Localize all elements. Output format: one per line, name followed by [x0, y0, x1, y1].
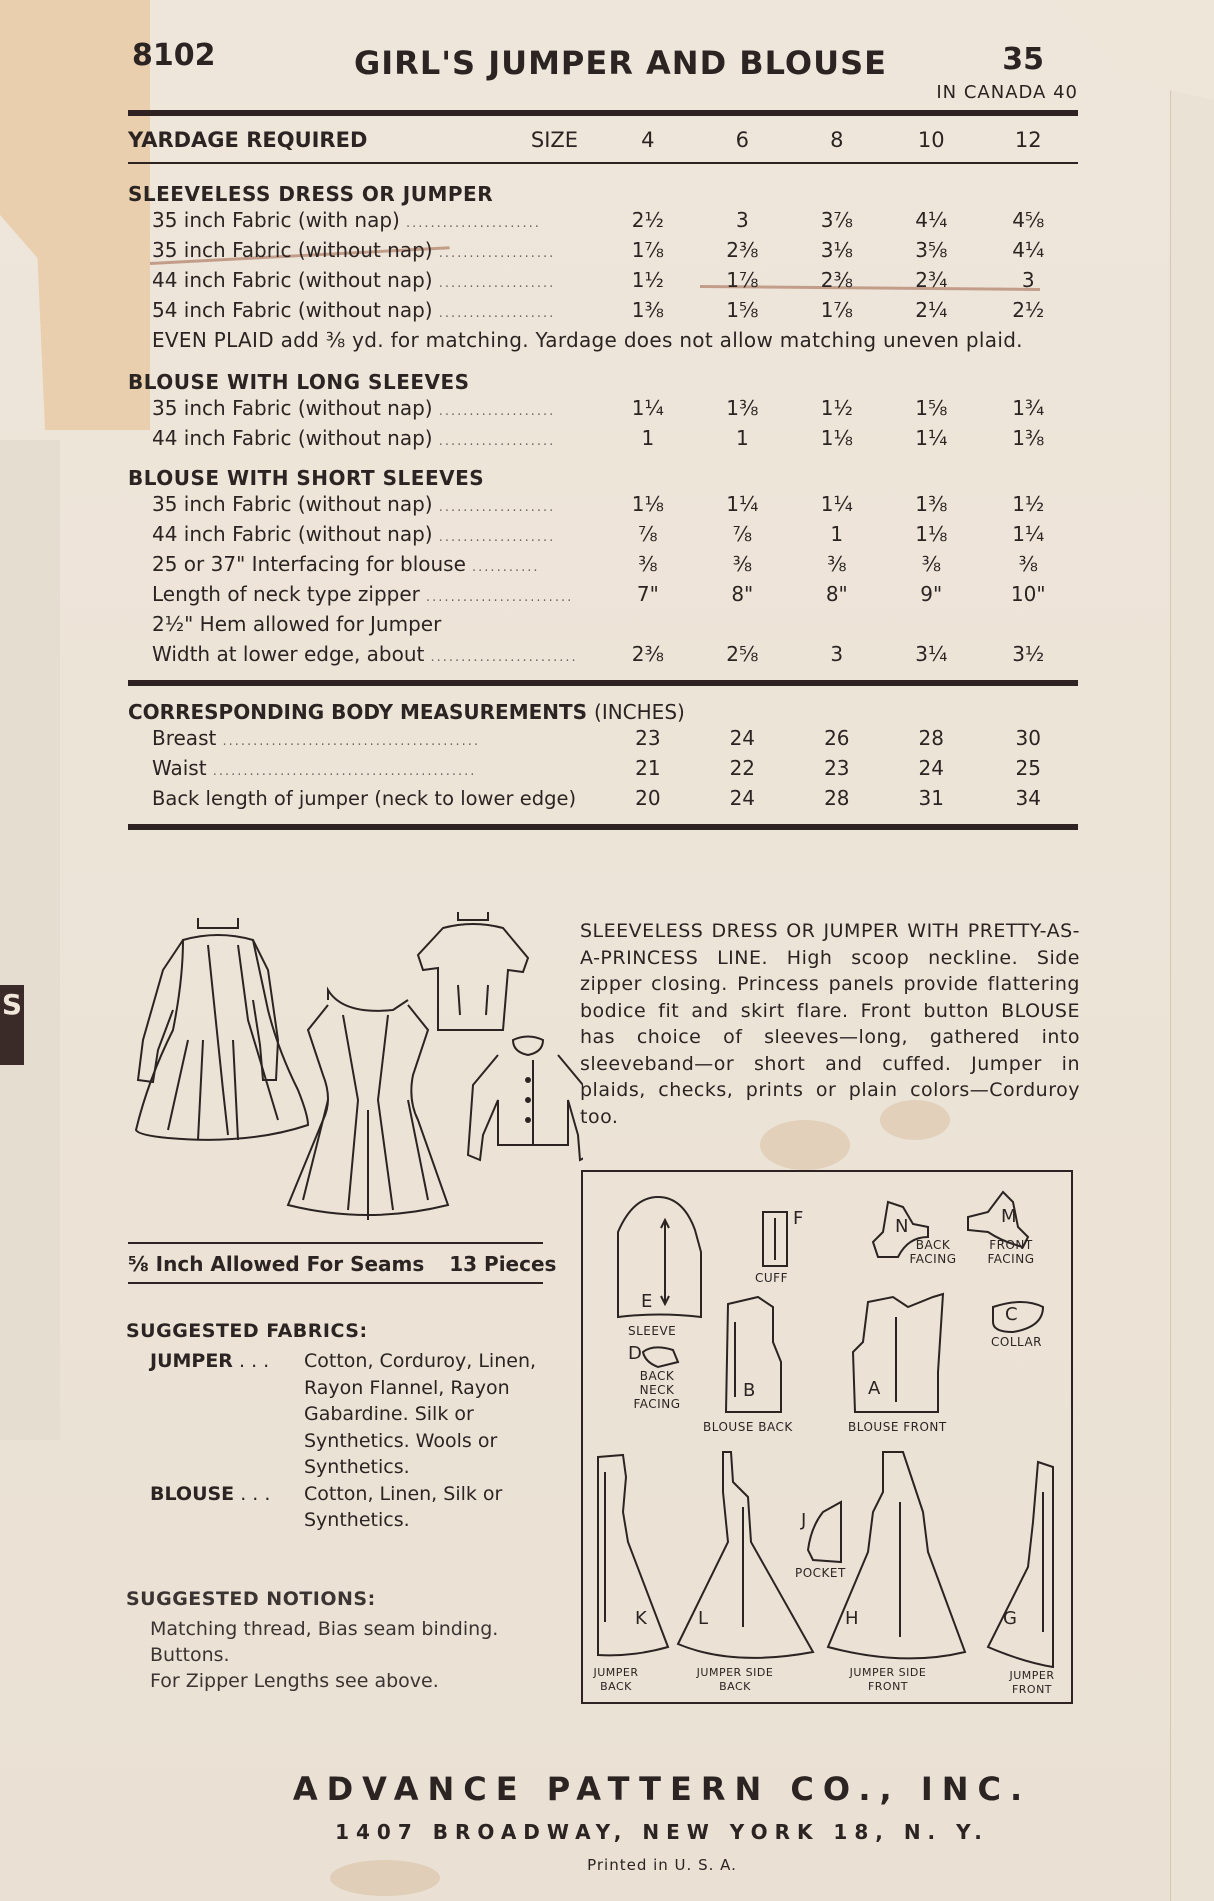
paper-edge — [0, 440, 60, 1440]
company-address: 1407 BROADWAY, NEW YORK 18, N. Y. — [335, 1820, 989, 1844]
section-title: BLOUSE WITH LONG SLEEVES — [128, 370, 470, 394]
table-row: 35 inch Fabric (with nap) ...................... 2½ 3 3⅞ 4¼ 4⅝ — [128, 208, 1078, 238]
cell: 3½ — [1012, 642, 1045, 666]
cell: 2⅜ — [726, 238, 759, 262]
measurements-title — [128, 686, 1078, 726]
row-label: 25 or 37" Interfacing for blouse — [152, 552, 466, 576]
cell: 1 — [641, 426, 655, 450]
cell: 1⅝ — [915, 396, 948, 420]
fabric-list: Cotton, Linen, Silk or Synthetics. — [304, 1482, 503, 1531]
piece-name: FRONT FACING — [987, 1238, 1035, 1266]
cell: 1 — [830, 522, 844, 546]
company-name: ADVANCE PATTERN CO., INC. — [292, 1770, 1032, 1808]
jumper-with-long-sleeve-blouse-illustration — [136, 918, 308, 1140]
row-label: 35 inch Fabric (without nap) — [152, 238, 433, 262]
piece-letter: M — [1001, 1206, 1018, 1227]
piece-letter: L — [698, 1608, 709, 1629]
pattern-number: 8102 — [132, 38, 216, 73]
table-row — [128, 786, 1078, 816]
measurements-heading: CORRESPONDING BODY MEASUREMENTS — [128, 700, 588, 724]
size-10: 10 — [917, 128, 945, 152]
cell: 31 — [918, 786, 944, 810]
piece-name: BLOUSE BACK — [703, 1420, 793, 1434]
section-title: SLEEVELESS DRESS OR JUMPER — [128, 182, 494, 206]
side-tab-marking: S — [0, 985, 24, 1065]
cell: 3 — [735, 208, 749, 232]
section-title: BLOUSE WITH SHORT SLEEVES — [128, 466, 485, 490]
cell: ⅞ — [732, 522, 752, 546]
piece-letter: F — [793, 1208, 804, 1229]
hem-note: 2½" Hem allowed for Jumper — [152, 612, 442, 636]
publisher-footer — [0, 1770, 1214, 1874]
piece-count: 13 Pieces — [449, 1252, 557, 1276]
yardage-header — [128, 116, 1078, 162]
table-row: 44 inch Fabric (without nap) ................... 1 1 1⅛ 1¼ 1⅜ — [128, 426, 1078, 456]
cell: 3⅝ — [915, 238, 948, 262]
cell: 1¼ — [820, 492, 853, 516]
cell: 9" — [920, 582, 943, 606]
cell: 3¼ — [915, 642, 948, 666]
cell: 23 — [635, 726, 661, 750]
table-row: Width at lower edge, about ........................ 2⅜ 2⅝ 3 3¼ 3½ — [128, 642, 1078, 672]
piece-name: JUMPER SIDE BACK — [696, 1666, 774, 1693]
cell: 1¼ — [631, 396, 664, 420]
row-label: 35 inch Fabric (with nap) — [152, 208, 400, 232]
cell: 1½ — [1012, 492, 1045, 516]
piece-letter: E — [641, 1291, 653, 1312]
cell: 1⅜ — [631, 298, 664, 322]
pattern-description: SLEEVELESS DRESS OR JUMPER WITH PRETTY-AS-A-PRINCESS LINE. High scoop neckline. Side zipper closing. Princess panels provide flattering bodice fit and skirt flare. Front button BLOUSE has choice of sleeves—long, gathered into sleeveband—or short and cuffed. Jumper in plaids, checks, prints or plain colors—Corduroy too. — [580, 920, 1080, 1128]
table-row: 35 inch Fabric (without nap) ................... 1¼ 1⅜ 1½ 1⅝ 1¾ — [128, 396, 1078, 426]
row-label: Waist — [152, 756, 207, 780]
cell: 1⅛ — [820, 426, 853, 450]
cell: 1⅛ — [915, 522, 948, 546]
cell: ⅜ — [1018, 552, 1038, 576]
piece-name: COLLAR — [991, 1335, 1043, 1349]
cell: 2⅝ — [726, 642, 759, 666]
row-label: 44 inch Fabric (without nap) — [152, 522, 433, 546]
cell: 8" — [731, 582, 754, 606]
notion-line: For Zipper Lengths see above. — [150, 1670, 439, 1692]
cell: 2¼ — [915, 298, 948, 322]
seam-allowance: ⅝ Inch Allowed For Seams — [128, 1252, 425, 1276]
cell: 4¼ — [1012, 238, 1045, 262]
measurements-unit: (INCHES) — [594, 700, 685, 724]
cell: 1⅞ — [631, 238, 664, 262]
divider — [128, 824, 1078, 830]
row-label: 35 inch Fabric (without nap) — [152, 492, 433, 516]
sleeveless-jumper-illustration — [288, 990, 448, 1220]
size-4: 4 — [641, 128, 655, 152]
garment-illustrations — [128, 900, 583, 1230]
piece-name: POCKET — [795, 1566, 846, 1580]
cell: 3 — [830, 642, 844, 666]
cell: 10" — [1010, 582, 1046, 606]
table-row: 25 or 37" Interfacing for blouse ........... ⅜ ⅜ ⅜ ⅜ ⅜ — [128, 552, 1078, 582]
cell: 24 — [729, 786, 756, 810]
piece-letter: A — [868, 1378, 881, 1399]
size-label: SIZE — [530, 128, 579, 152]
cell: 4⅝ — [1012, 208, 1045, 232]
fabric-list: Cotton, Corduroy, Linen, Rayon Flannel, Rayon Gabardine. Silk or Synthetics. Wools or Synthetics. — [304, 1350, 537, 1478]
piece-letter: J — [801, 1510, 807, 1531]
cell: 28 — [918, 726, 944, 750]
row-label: 44 inch Fabric (without nap) — [152, 426, 433, 450]
piece-name: BACK FACING — [909, 1238, 957, 1266]
cell: 1⅜ — [1012, 426, 1045, 450]
piece-letter: D — [628, 1343, 643, 1364]
row-label: 54 inch Fabric (without nap) — [152, 298, 433, 322]
cell: 2⅜ — [820, 268, 853, 292]
cell: 1⅜ — [915, 492, 948, 516]
short-sleeve-blouse-illustration — [418, 912, 528, 1030]
table-row: 54 inch Fabric (without nap) ................... 1⅜ 1⅝ 1⅞ 2¼ 2½ — [128, 298, 1078, 328]
cell: 24 — [729, 726, 756, 750]
cell: 1½ — [631, 268, 664, 292]
garment-label: BLOUSE — [150, 1482, 235, 1505]
cell: ⅜ — [921, 552, 941, 576]
cell: 1¼ — [915, 426, 948, 450]
lower-section — [128, 900, 1078, 1750]
size-12: 12 — [1014, 128, 1042, 152]
row-label: 35 inch Fabric (without nap) — [152, 396, 433, 420]
seams-info — [128, 1242, 557, 1284]
cell: 1⅝ — [726, 298, 759, 322]
fabric-item: JUMPER . . . Cotton, Corduroy, Linen, Rayon Flannel, Rayon Gabardine. Silk or Synthetics. Wools or Synthetics. — [126, 1348, 566, 1481]
piece-name: JUMPER FRONT — [1009, 1669, 1055, 1696]
cell: 23 — [824, 756, 850, 780]
suggested-fabrics — [126, 1320, 566, 1534]
piece-name: JUMPER BACK — [593, 1666, 639, 1693]
cell: 1¼ — [726, 492, 759, 516]
table-row: Length of neck type zipper ........................ 7" 8" 8" 9" 10" — [128, 582, 1078, 612]
pattern-pieces-diagram — [581, 1170, 1073, 1704]
piece-name: JUMPER SIDE FRONT — [849, 1666, 927, 1693]
envelope-header — [128, 30, 1078, 110]
cell: ⅜ — [827, 552, 847, 576]
cell: 3 — [1021, 268, 1035, 292]
cell: 20 — [635, 786, 661, 810]
row-label: Length of neck type zipper — [152, 582, 420, 606]
pattern-title: GIRL'S JUMPER AND BLOUSE — [354, 44, 887, 82]
price-canada: IN CANADA 40 — [936, 82, 1078, 103]
cell: 1⅜ — [726, 396, 759, 420]
row-label: Back length of jumper (neck to lower edge) — [152, 787, 577, 810]
cell: 1¾ — [1012, 396, 1045, 420]
row-label: 44 inch Fabric (without nap) — [152, 268, 433, 292]
row-label: Breast — [152, 726, 217, 750]
garment-label: JUMPER — [150, 1350, 233, 1372]
cell: ⅜ — [732, 552, 752, 576]
cell: 26 — [824, 726, 850, 750]
piece-name: BLOUSE FRONT — [848, 1420, 947, 1434]
printed-in: Printed in U. S. A. — [587, 1856, 737, 1874]
envelope-content — [128, 30, 1078, 830]
piece-name: SLEEVE — [628, 1324, 677, 1338]
cell: ⅞ — [638, 522, 658, 546]
notion-line: Matching thread, Bias seam binding. — [150, 1618, 499, 1640]
cell: 3⅛ — [820, 238, 853, 262]
piece-letter: C — [1005, 1304, 1019, 1325]
table-row: 44 inch Fabric (without nap) ................... 1½ 1⅞ 2⅜ 2¾ 3 — [128, 268, 1078, 298]
piece-name: BACK NECK FACING — [633, 1369, 681, 1411]
piece-letter: B — [743, 1380, 756, 1401]
cell: 2½ — [1012, 298, 1045, 322]
notion-line: Buttons. — [150, 1644, 230, 1666]
size-8: 8 — [830, 128, 844, 152]
cell: 3⅞ — [820, 208, 853, 232]
table-row: 35 inch Fabric (without nap) ................... 1⅛ 1¼ 1¼ 1⅜ 1½ — [128, 492, 1078, 522]
table-row: Breast .......................................... 23 24 26 28 30 — [128, 726, 1078, 756]
cell: 1⅛ — [631, 492, 664, 516]
size-6: 6 — [735, 128, 749, 152]
yardage-caption: YARDAGE REQUIRED — [128, 128, 368, 152]
row-label: Width at lower edge, about — [152, 642, 425, 666]
cell: 1½ — [820, 396, 853, 420]
cell: 22 — [729, 756, 756, 780]
cell: 8" — [825, 582, 848, 606]
table-row: 44 inch Fabric (without nap) ................... ⅞ ⅞ 1 1⅛ 1¼ — [128, 522, 1078, 552]
cell: 2¾ — [915, 268, 948, 292]
cell: ⅜ — [638, 552, 658, 576]
cell: 24 — [918, 756, 944, 780]
fabrics-title: SUGGESTED FABRICS: — [126, 1320, 368, 1342]
cell: 1⅞ — [726, 268, 759, 292]
piece-letter: K — [635, 1608, 648, 1629]
piece-letter: G — [1003, 1608, 1018, 1629]
cell: 7" — [636, 582, 659, 606]
cell: 34 — [1015, 786, 1041, 810]
cell: 2⅜ — [631, 642, 664, 666]
notions-title: SUGGESTED NOTIONS: — [126, 1588, 376, 1610]
piece-name: CUFF — [755, 1271, 788, 1285]
cell: 25 — [1015, 756, 1041, 780]
cell: 21 — [635, 756, 661, 780]
cell: 1¼ — [1012, 522, 1045, 546]
suggested-notions — [126, 1588, 566, 1694]
cell: 4¼ — [915, 208, 948, 232]
cell: 1 — [735, 426, 749, 450]
table-row: 35 inch Fabric (without nap) ................... 1⅞ 2⅜ 3⅛ 3⅝ 4¼ — [128, 238, 1078, 268]
cell: 2½ — [631, 208, 664, 232]
cell: 30 — [1015, 726, 1041, 750]
piece-letter: H — [845, 1608, 860, 1629]
price: 35 — [1002, 42, 1044, 77]
long-sleeve-blouse-illustration — [468, 1037, 583, 1161]
piece-letter: N — [895, 1216, 909, 1237]
cell: 28 — [824, 786, 850, 810]
table-row: Waist ........................................... 21 22 23 24 25 — [128, 756, 1078, 786]
fabric-item: BLOUSE . . . Cotton, Linen, Silk or Synthetics. — [126, 1481, 566, 1534]
cell: 1⅞ — [820, 298, 853, 322]
envelope-flap-fold — [1170, 0, 1214, 1901]
plaid-note: EVEN PLAID add ⅜ yd. for matching. Yardage does not allow matching uneven plaid. — [152, 328, 1023, 352]
